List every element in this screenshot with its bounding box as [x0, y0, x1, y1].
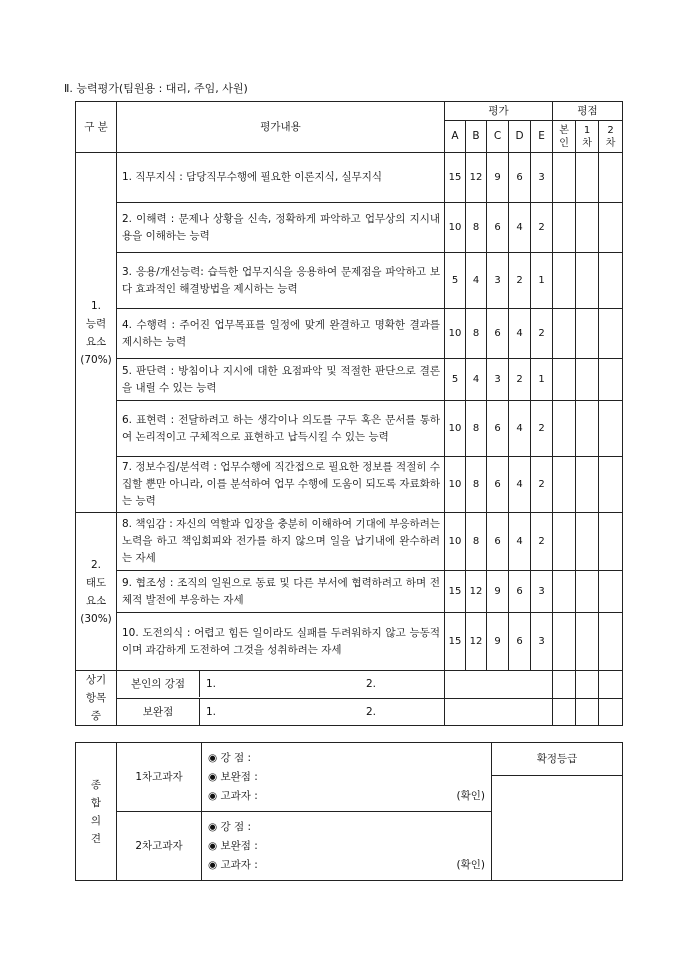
notes-score-cell: [576, 698, 599, 726]
grade-score: 4: [509, 457, 531, 513]
grade-score: 6: [487, 309, 509, 359]
criterion-row: [76, 513, 623, 571]
grade-group-header: 평가: [445, 102, 553, 121]
score-input-cell[interactable]: [576, 203, 599, 253]
grade-score: 1: [531, 359, 553, 401]
grade-score: 12: [466, 613, 487, 671]
criterion-row: [76, 309, 623, 359]
grade-score: 10: [445, 309, 466, 359]
grade-score: 4: [509, 203, 531, 253]
grade-score: 15: [445, 613, 466, 671]
score-input-cell[interactable]: [553, 309, 576, 359]
grade-score: 8: [466, 203, 487, 253]
criterion-text: 3. 응용/개선능력: 습득한 업무지식을 응용하여 문제점을 파악하고 보다 효과적인 해결방법을 제시하는 능력: [117, 253, 445, 309]
evaluation-table: [75, 101, 623, 726]
score-input-cell[interactable]: [553, 613, 576, 671]
notes-score-cell: [599, 698, 623, 726]
score-input-cell[interactable]: [599, 153, 623, 203]
score-input-cell[interactable]: [576, 309, 599, 359]
grade-score: 9: [487, 153, 509, 203]
grade-score: 6: [509, 571, 531, 613]
score-group-header: 평점: [553, 102, 623, 121]
evaluator-name: 1차고과자: [117, 743, 202, 812]
grade-score: 15: [445, 153, 466, 203]
summary-label: 종 합 의 견: [76, 743, 117, 881]
score-input-cell[interactable]: [599, 571, 623, 613]
grade-score: 2: [531, 309, 553, 359]
header-row: [76, 102, 623, 121]
notes-score-cell: [576, 671, 599, 699]
evaluator-comments[interactable]: [202, 743, 492, 812]
grade-score: 4: [466, 359, 487, 401]
grade-header: E: [531, 121, 553, 153]
grade-score: 1: [531, 253, 553, 309]
grade-score: 2: [509, 359, 531, 401]
grade-header: C: [487, 121, 509, 153]
notes-row: [76, 671, 623, 699]
grade-score: 8: [466, 457, 487, 513]
evaluator-name: 2차고과자: [117, 812, 202, 881]
grade-score: 12: [466, 153, 487, 203]
grade-score: 5: [445, 359, 466, 401]
criterion-text: 5. 판단력 : 방침이나 지시에 대한 요점파악 및 적절한 판단으로 결론을 내릴 수 있는 능력: [117, 359, 445, 401]
grade-score: 5: [445, 253, 466, 309]
notes-fill[interactable]: [445, 671, 553, 699]
grade-score: 12: [466, 571, 487, 613]
score-col-header: 2 차: [599, 121, 623, 153]
grade-score: 3: [531, 153, 553, 203]
grade-score: 6: [487, 401, 509, 457]
grade-score: 4: [509, 513, 531, 571]
criterion-row: [76, 253, 623, 309]
score-input-cell[interactable]: [553, 359, 576, 401]
grade-score: 2: [531, 513, 553, 571]
criterion-text: 1. 직무지식 : 담당직무수행에 필요한 이론지식, 실무지식: [117, 153, 445, 203]
notes-score-cell: [599, 671, 623, 699]
grade-header: A: [445, 121, 466, 153]
evaluator-row: [76, 743, 623, 812]
criterion-row: [76, 613, 623, 671]
criterion-row: [76, 359, 623, 401]
grade-score: 3: [531, 571, 553, 613]
grade-score: 15: [445, 571, 466, 613]
grade-score: 6: [487, 203, 509, 253]
category-header: 구 분: [76, 102, 117, 153]
score-input-cell[interactable]: [576, 613, 599, 671]
notes-item-2: 2.: [366, 705, 377, 718]
notes-score-cell: [553, 671, 576, 699]
group-label: 1. 능력 요소 (70%): [76, 153, 117, 513]
score-input-cell[interactable]: [553, 571, 576, 613]
grade-score: 6: [509, 613, 531, 671]
criterion-row: [76, 571, 623, 613]
score-input-cell[interactable]: [576, 359, 599, 401]
comment-line: ◉ 보완점 :: [208, 770, 258, 783]
notes-fill[interactable]: [445, 698, 553, 726]
grade-score: 2: [531, 203, 553, 253]
score-input-cell[interactable]: [599, 309, 623, 359]
criterion-row: [76, 457, 623, 513]
grade-score: 6: [487, 457, 509, 513]
notes-row-label: 본인의 강점: [117, 671, 200, 697]
grade-score: 4: [466, 253, 487, 309]
grade-score: 6: [487, 513, 509, 571]
notes-label: 상기 항목 중: [76, 671, 117, 726]
score-input-cell[interactable]: [599, 513, 623, 571]
criterion-text: 8. 책임감 : 자신의 역할과 입장을 충분히 이해하여 기대에 부응하려는 노력을 하고 책임회피와 전가를 하지 않으며 일을 납기내에 완수하려는 자세: [117, 513, 445, 571]
score-input-cell[interactable]: [553, 253, 576, 309]
comment-line: ◉ 고과자 : (확인): [208, 787, 491, 806]
criterion-text: 2. 이해력 : 문제나 상황을 신속, 정확하게 파악하고 업무상의 지시내용을 이해하는 능력: [117, 203, 445, 253]
notes-item-2: 2.: [366, 678, 377, 691]
score-input-cell[interactable]: [599, 203, 623, 253]
grade-score: 2: [531, 457, 553, 513]
grade-score: 10: [445, 513, 466, 571]
criterion-text: 10. 도전의식 : 어렵고 힘든 일이라도 실패를 두려워하지 않고 능동적이며 과감하게 도전하여 그것을 성취하려는 자세: [117, 613, 445, 671]
notes-item-1: 1.: [206, 705, 217, 718]
criterion-text: 7. 정보수집/분석력 : 업무수행에 직간접으로 필요한 정보를 적절히 수집할 뿐만 아니라, 이를 분석하여 업무 수행에 도움이 되도록 자료화하는 능력: [117, 457, 445, 513]
notes-row-label: 보완점: [117, 699, 200, 725]
score-input-cell[interactable]: [599, 401, 623, 457]
score-input-cell[interactable]: [576, 457, 599, 513]
comment-line: ◉ 강 점 :: [208, 820, 251, 833]
score-col-header: 1 차: [576, 121, 599, 153]
grade-score: 6: [509, 153, 531, 203]
criterion-text: 6. 표현력 : 전달하려고 하는 생각이나 의도를 구두 혹은 문서를 통하여 논리적이고 구체적으로 표현하고 납득시킬 수 있는 능력: [117, 401, 445, 457]
comment-line: ◉ 강 점 :: [208, 751, 251, 764]
grade-score: 10: [445, 457, 466, 513]
comment-line: ◉ 보완점 :: [208, 839, 258, 852]
grade-score: 9: [487, 571, 509, 613]
final-grade-label: 확정등급: [492, 743, 622, 776]
score-input-cell[interactable]: [553, 401, 576, 457]
confirm-text: (확인): [456, 858, 485, 871]
grade-score: 2: [509, 253, 531, 309]
score-input-cell[interactable]: [553, 203, 576, 253]
grade-score: 3: [531, 613, 553, 671]
comment-line: ◉ 고과자 : (확인): [208, 856, 491, 875]
score-input-cell[interactable]: [576, 401, 599, 457]
notes-row: [76, 698, 623, 726]
confirm-text: (확인): [456, 789, 485, 802]
criterion-row: [76, 203, 623, 253]
score-input-cell[interactable]: [576, 571, 599, 613]
score-input-cell[interactable]: [553, 457, 576, 513]
grade-score: 8: [466, 513, 487, 571]
criterion-text: 4. 수행력 : 주어진 업무목표를 일정에 맞게 완결하고 명확한 결과를 제시하는 능력: [117, 309, 445, 359]
summary-table: [75, 742, 623, 881]
section-title: Ⅱ. 능력평가(팀원용 : 대리, 주임, 사원): [64, 82, 248, 95]
grade-score: 4: [509, 309, 531, 359]
grade-score: 4: [509, 401, 531, 457]
grade-score: 8: [466, 401, 487, 457]
grade-score: 8: [466, 309, 487, 359]
score-input-cell[interactable]: [576, 153, 599, 203]
grade-score: 3: [487, 359, 509, 401]
grade-score: 10: [445, 203, 466, 253]
criterion-text: 9. 협조성 : 조직의 일원으로 동료 및 다른 부서에 협력하려고 하며 전체적 발전에 부응하는 자세: [117, 571, 445, 613]
score-input-cell[interactable]: [599, 359, 623, 401]
score-input-cell[interactable]: [553, 153, 576, 203]
notes-content: [117, 698, 445, 726]
grade-score: 10: [445, 401, 466, 457]
grade-score: 2: [531, 401, 553, 457]
content-header: 평가내용: [117, 102, 445, 153]
grade-score: 9: [487, 613, 509, 671]
score-col-header: 본 인: [553, 121, 576, 153]
evaluator-comments[interactable]: [202, 812, 492, 881]
notes-content: [117, 671, 445, 699]
score-input-cell[interactable]: [553, 513, 576, 571]
final-grade-cell: [492, 743, 623, 881]
grade-header: D: [509, 121, 531, 153]
score-input-cell[interactable]: [576, 253, 599, 309]
score-input-cell[interactable]: [599, 613, 623, 671]
criterion-row: [76, 153, 623, 203]
criterion-row: [76, 401, 623, 457]
group-label: 2. 태도 요소 (30%): [76, 513, 117, 671]
score-input-cell[interactable]: [576, 513, 599, 571]
grade-header: B: [466, 121, 487, 153]
notes-item-1: 1.: [206, 678, 217, 691]
final-grade-box[interactable]: [492, 776, 622, 880]
grade-score: 3: [487, 253, 509, 309]
notes-score-cell: [553, 698, 576, 726]
score-input-cell[interactable]: [599, 457, 623, 513]
score-input-cell[interactable]: [599, 253, 623, 309]
